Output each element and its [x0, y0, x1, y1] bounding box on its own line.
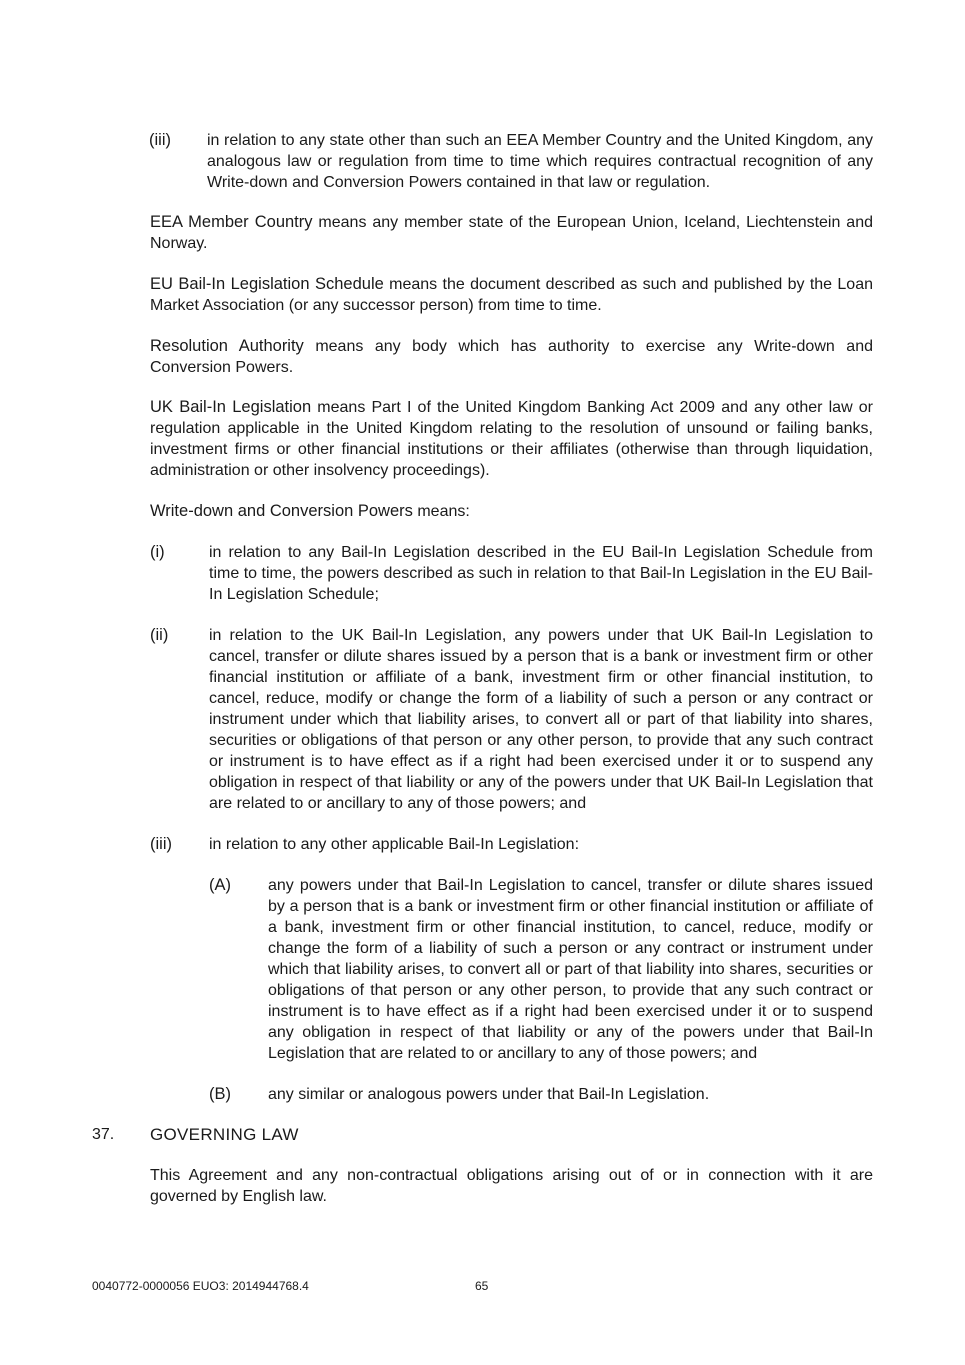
definition-uk-bail-in-legislation	[150, 397, 873, 481]
definition-text: means:	[412, 503, 470, 520]
definition-eea-member-country	[150, 212, 873, 254]
definition-term: Write-down and Conversion Powers	[150, 502, 413, 520]
powers-item-label: (i)	[150, 543, 165, 561]
definition-text: means Part I of the United Kingdom Banking Act 2009 and any other law or regulation applicable in the United Kingdom relating to the resolution of unsound or failing banks, investment firms or other financial institutions or their affiliates (otherwise than through liquidation, administration or other insolvency proceedings).	[150, 399, 873, 479]
section-heading: GOVERNING LAW	[150, 1125, 299, 1144]
powers-item-label: (iii)	[150, 835, 172, 853]
definition-term: EU Bail-In Legislation Schedule	[150, 275, 384, 293]
definition-text: means the document described as such and published by the Loan Market Association (or any successor person) from time to time.	[150, 276, 874, 314]
definition-eu-bail-in-schedule	[150, 274, 873, 316]
item-text: in relation to any state other than such an EEA Member Country and the United Kingdom, any analogous law or regulation from time to time which requires contractual recognition of any Write-down and Conversion Powers contained in that law or regulation.	[207, 132, 873, 191]
item-label: (iii)	[149, 131, 171, 149]
powers-item-text: in relation to any other applicable Bail-In Legislation:	[209, 836, 580, 853]
definition-term: UK Bail-In Legislation	[150, 398, 312, 416]
subpower-label: (A)	[209, 876, 231, 894]
section-body: This Agreement and any non-contractual obligations arising out of or in connection with it are governed by English law.	[150, 1167, 873, 1205]
section-number: 37.	[92, 1126, 115, 1143]
subpower-text: any similar or analogous powers under that Bail-In Legislation.	[268, 1086, 710, 1103]
subpower-text: any powers under that Bail-In Legislation to cancel, transfer or dilute shares issued by a person that is a bank or investment firm or other financial institution or affiliate of a bank, investment firm or other financial institution, to cancel, reduce, modify or change the form of a liability of such a person or any contract or instrument under which that liability arises, to convert all or part of that liability into shares, securities or obligations of that person or any other person, to provide that any such contract or instrument is to have effect as if a right had been exercised under it or to suspend any obligation in respect of that liability or any of the powers under that Bail-In Legislation that are related to or ancillary to any of those powers; and	[268, 877, 873, 1062]
definition-write-down-powers	[150, 501, 873, 522]
footer-doc-ref: 0040772-0000056 EUO3: 2014944768.4	[92, 1279, 309, 1293]
powers-item-text: in relation to any Bail-In Legislation described in the EU Bail-In Legislation Schedule from time to time, the powers described as such in relation to that Bail-In Legislation in the EU Bail-In Legislation Schedule;	[209, 544, 873, 603]
definition-resolution-authority	[150, 336, 873, 378]
definition-term: EEA Member Country	[150, 213, 313, 231]
definition-text: means any body which has authority to exercise any Write-down and Conversion Powers.	[150, 338, 873, 376]
subpower-label: (B)	[209, 1085, 231, 1103]
powers-item-label: (ii)	[150, 626, 169, 644]
footer-page-number: 65	[475, 1279, 489, 1293]
powers-item-text: in relation to the UK Bail-In Legislation, any powers under that UK Bail-In Legislation to cancel, transfer or dilute shares issued by a person that is a bank or investment firm or other financial institution or affiliate of a bank, investment firm or other financial institution, to cancel, reduce, modify or change the form of a liability of such a person or any contract or instrument under which that liability arises, to convert all or part of that liability into shares, securities or obligations of that person or any other person, to provide that any such contract or instrument is to have effect as if a right had been exercised under it or to suspend any obligation in respect of that liability or any of the powers under that UK Bail-In Legislation that are related to or ancillary to any of those powers; and	[209, 627, 873, 812]
definition-term: Resolution Authority	[150, 337, 304, 355]
definition-text: means any member state of the European Union, Iceland, Liechtenstein and Norway.	[150, 214, 873, 252]
